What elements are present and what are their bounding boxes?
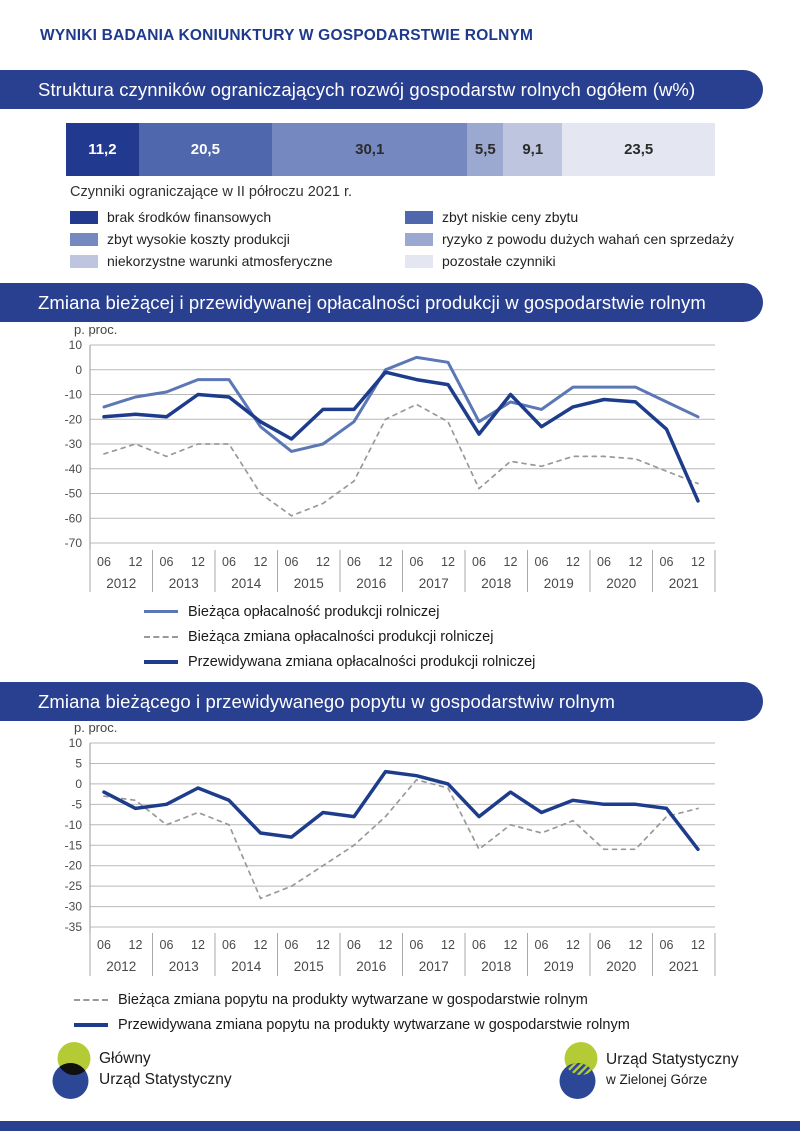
legend-swatch <box>405 211 433 224</box>
legend-swatch <box>405 255 433 268</box>
series-label: Przewidywana zmiana popytu na produkty wytwarzane w gospodarstwie rolnym <box>118 1016 630 1033</box>
series-label: Bieżąca opłacalność produkcji rolniczej <box>188 603 440 620</box>
svg-text:12: 12 <box>566 938 580 952</box>
svg-text:06: 06 <box>472 555 486 569</box>
svg-text:-20: -20 <box>64 858 82 873</box>
chart-legend-item <box>144 599 535 624</box>
svg-text:12: 12 <box>378 555 393 569</box>
svg-text:2015: 2015 <box>293 576 324 591</box>
chart-legend-item <box>74 1012 630 1037</box>
gus-logo-line2: Urząd Statystyczny <box>99 1071 232 1088</box>
factors-legend-col1 <box>70 206 333 272</box>
svg-text:-30: -30 <box>64 437 82 451</box>
svg-text:06: 06 <box>659 555 674 569</box>
svg-text:06: 06 <box>534 555 549 569</box>
svg-text:12: 12 <box>316 938 330 952</box>
svg-text:2021: 2021 <box>668 959 699 974</box>
svg-text:0: 0 <box>75 362 82 377</box>
svg-text:12: 12 <box>253 938 268 952</box>
svg-text:-30: -30 <box>64 899 82 914</box>
svg-text:06: 06 <box>97 938 111 952</box>
chart-series-line <box>104 772 698 850</box>
svg-text:2017: 2017 <box>418 576 449 591</box>
svg-text:12: 12 <box>191 555 205 569</box>
chart-series-line <box>104 404 698 515</box>
svg-text:2013: 2013 <box>168 576 199 591</box>
factor-legend-item <box>405 250 734 272</box>
gus-logo-line1: Główny <box>99 1050 151 1067</box>
bar-segment: 30,1 <box>272 123 468 176</box>
svg-text:2017: 2017 <box>418 959 449 974</box>
factor-legend-item <box>70 250 333 272</box>
factor-legend-item <box>70 228 333 250</box>
svg-text:12: 12 <box>503 938 518 952</box>
demand-chart <box>40 738 730 986</box>
profitability-chart-legend <box>144 599 535 674</box>
svg-text:2018: 2018 <box>481 576 512 591</box>
svg-text:5: 5 <box>75 756 82 771</box>
svg-text:12: 12 <box>191 938 205 952</box>
chart-series-line <box>104 372 698 501</box>
factor-legend-item <box>405 228 734 250</box>
svg-text:12: 12 <box>253 555 268 569</box>
profitability-chart-ylabel: p. proc. <box>74 322 118 337</box>
banner-demand: Zmiana bieżącego i przewidywanego popytu w gospodarstwiw rolnym <box>0 682 763 721</box>
svg-text:2020: 2020 <box>606 959 637 974</box>
svg-text:06: 06 <box>347 555 361 569</box>
demand-chart-legend <box>74 987 630 1037</box>
us-zg-line1: Urząd Statystyczny <box>606 1051 739 1068</box>
svg-text:-25: -25 <box>64 879 82 894</box>
svg-text:2020: 2020 <box>606 576 637 591</box>
series-label: Przewidywana zmiana opłacalności produkcji rolniczej <box>188 653 536 670</box>
svg-text:2012: 2012 <box>106 959 137 974</box>
gus-logo-text <box>99 1048 232 1090</box>
series-label: Bieżąca zmiana popytu na produkty wytwarzane w gospodarstwie rolnym <box>118 991 588 1008</box>
svg-text:12: 12 <box>316 555 330 569</box>
legend-label: niekorzystne warunki atmosferyczne <box>107 253 333 269</box>
legend-swatch <box>405 233 433 246</box>
svg-text:12: 12 <box>503 555 518 569</box>
us-zielona-gora-logo <box>556 1042 602 1100</box>
svg-text:-35: -35 <box>64 920 82 935</box>
svg-text:06: 06 <box>159 555 174 569</box>
svg-text:-50: -50 <box>64 486 82 501</box>
factors-caption: Czynniki ograniczające w II półroczu 2021 r. <box>70 184 353 200</box>
svg-text:12: 12 <box>441 555 455 569</box>
svg-text:0: 0 <box>75 776 82 791</box>
svg-text:2014: 2014 <box>231 576 262 591</box>
bar-segment: 20,5 <box>139 123 272 176</box>
legend-swatch <box>70 255 98 268</box>
series-line-swatch <box>74 999 108 1001</box>
svg-text:06: 06 <box>159 938 174 952</box>
legend-label: pozostałe czynniki <box>442 253 556 269</box>
bottom-bar <box>0 1121 800 1131</box>
bar-segment: 5,5 <box>467 123 503 176</box>
factor-legend-item <box>405 206 734 228</box>
legend-label: zbyt niskie ceny zbytu <box>442 209 579 225</box>
demand-chart-ylabel: p. proc. <box>74 720 118 735</box>
svg-text:2019: 2019 <box>543 959 574 974</box>
bar-segment: 9,1 <box>503 123 562 176</box>
svg-text:12: 12 <box>378 938 393 952</box>
series-line-swatch <box>144 660 178 664</box>
svg-text:2012: 2012 <box>106 576 137 591</box>
chart-series-line <box>104 780 698 899</box>
svg-text:12: 12 <box>441 938 455 952</box>
svg-text:-10: -10 <box>64 387 82 402</box>
svg-text:2019: 2019 <box>543 576 574 591</box>
series-label: Bieżąca zmiana opłacalności produkcji rolniczej <box>188 628 494 645</box>
legend-label: brak środków finansowych <box>107 209 272 225</box>
svg-text:-40: -40 <box>64 461 82 476</box>
us-zielona-gora-logo-text <box>606 1050 739 1090</box>
svg-text:12: 12 <box>128 938 143 952</box>
us-zg-line2: w Zielonej Górze <box>606 1072 708 1087</box>
legend-swatch <box>70 233 98 246</box>
series-line-swatch <box>74 1023 108 1027</box>
svg-text:06: 06 <box>284 938 299 952</box>
svg-text:06: 06 <box>472 938 486 952</box>
svg-text:06: 06 <box>409 938 424 952</box>
chart-legend-item <box>144 649 535 674</box>
chart-legend-item <box>74 987 630 1012</box>
chart-legend-item <box>144 624 535 649</box>
banner-limiting-factors: Struktura czynników ograniczających rozwój gospodarstw rolnych ogółem (w%) <box>0 70 763 109</box>
svg-text:12: 12 <box>691 555 705 569</box>
legend-label: ryzyko z powodu dużych wahań cen sprzedaży <box>442 231 734 247</box>
svg-text:2015: 2015 <box>293 959 324 974</box>
legend-label: zbyt wysokie koszty produkcji <box>107 231 290 247</box>
svg-text:06: 06 <box>409 555 424 569</box>
svg-text:-70: -70 <box>64 536 82 550</box>
svg-text:10: 10 <box>68 738 82 750</box>
stacked-bar <box>66 123 715 176</box>
svg-text:10: 10 <box>68 340 82 352</box>
svg-text:06: 06 <box>97 555 111 569</box>
svg-text:06: 06 <box>534 938 549 952</box>
svg-text:-15: -15 <box>64 838 82 853</box>
bar-segment: 11,2 <box>66 123 139 176</box>
svg-text:06: 06 <box>597 555 611 569</box>
svg-text:06: 06 <box>347 938 361 952</box>
svg-text:12: 12 <box>128 555 143 569</box>
svg-text:06: 06 <box>659 938 674 952</box>
svg-text:06: 06 <box>222 938 236 952</box>
banner-profitability: Zmiana bieżącej i przewidywanej opłacalności produkcji w gospodarstwie rolnym <box>0 283 763 322</box>
svg-text:2013: 2013 <box>168 959 199 974</box>
svg-text:06: 06 <box>597 938 611 952</box>
svg-text:2021: 2021 <box>668 576 699 591</box>
legend-swatch <box>70 211 98 224</box>
profitability-chart <box>40 340 730 602</box>
bar-segment: 23,5 <box>562 123 715 176</box>
factors-legend-col2 <box>405 206 734 272</box>
svg-text:12: 12 <box>628 555 643 569</box>
svg-text:12: 12 <box>691 938 705 952</box>
chart-series-line <box>104 357 698 451</box>
svg-text:2016: 2016 <box>356 959 387 974</box>
svg-text:12: 12 <box>628 938 643 952</box>
gus-logo <box>49 1042 95 1100</box>
svg-text:2018: 2018 <box>481 959 512 974</box>
svg-text:-5: -5 <box>71 797 82 812</box>
svg-text:-10: -10 <box>64 817 82 832</box>
svg-text:-60: -60 <box>64 511 82 526</box>
svg-text:12: 12 <box>566 555 580 569</box>
svg-text:-20: -20 <box>64 412 82 427</box>
factor-legend-item <box>70 206 333 228</box>
series-line-swatch <box>144 636 178 638</box>
svg-text:2014: 2014 <box>231 959 262 974</box>
svg-text:06: 06 <box>284 555 299 569</box>
svg-text:06: 06 <box>222 555 236 569</box>
svg-text:2016: 2016 <box>356 576 387 591</box>
page-title: WYNIKI BADANIA KONIUNKTURY W GOSPODARSTWIE ROLNYM <box>40 27 534 44</box>
series-line-swatch <box>144 610 178 613</box>
